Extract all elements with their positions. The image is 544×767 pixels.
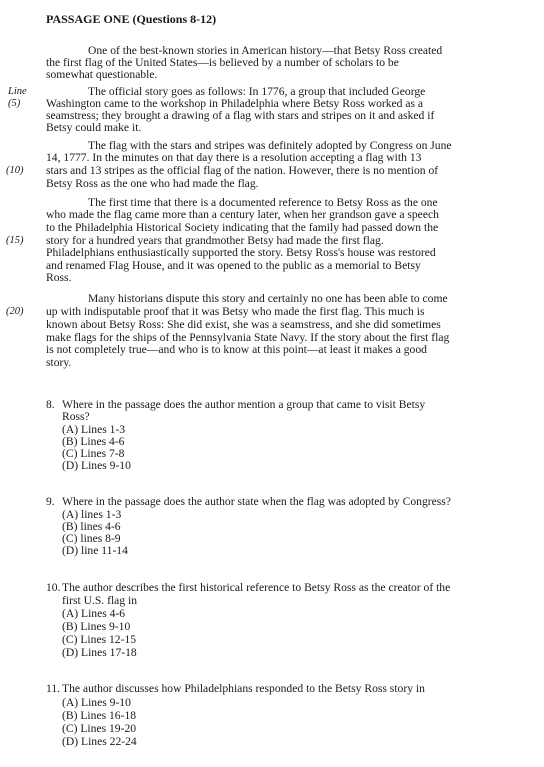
question-text: The author describes the first historical reference to Betsy Ross as the creator of the	[62, 581, 451, 594]
question-text: Ross?	[62, 410, 90, 423]
passage-line: The first time that there is a documented reference to Betsy Ross as the one	[88, 196, 438, 209]
question-stem	[46, 582, 450, 593]
question-stem	[46, 496, 451, 507]
question-number: 11.	[46, 682, 61, 695]
passage-line: Betsy could make it.	[46, 121, 142, 134]
passage-line: seamstress; they brought a drawing of a flag with stars and stripes on it and asked if	[46, 109, 435, 122]
passage-line: known about Betsy Ross: She did exist, she was a seamstress, and she did sometimes	[46, 318, 441, 331]
question-number: 10.	[46, 581, 61, 594]
answer-option: (A) Lines 4-6	[62, 607, 126, 620]
answer-option: (D) Lines 22-24	[62, 735, 137, 748]
passage-line: the first flag of the United States—is believed by a number of scholars to be	[46, 56, 399, 69]
question-text: Where in the passage does the author mention a group that came to visit Betsy	[62, 398, 426, 411]
passage-line: up with indisputable proof that it was Betsy who made the first flag. This much is	[46, 305, 425, 318]
passage-line: Philadelphians enthusiastically supported the story. Betsy Ross's house was restored	[46, 246, 436, 259]
passage-line: make flags for the ships of the Pennsylvania State Navy. If the story about the first flag	[46, 331, 450, 344]
question-number: 9.	[46, 495, 55, 508]
line-marker-5: (5)	[8, 98, 21, 109]
passage-line: to the Philadelphia Historical Society indicating that the family had passed down the	[46, 221, 439, 234]
answer-option: (D) Lines 9-10	[62, 459, 131, 472]
passage-line: who made the flag came more than a century later, when her grandson gave a speech	[46, 208, 439, 221]
passage-title: PASSAGE ONE (Questions 8-12)	[46, 12, 217, 26]
line-marker-10: (10)	[6, 165, 24, 176]
line-marker-15: (15)	[6, 235, 24, 246]
answer-option: (C) Lines 7-8	[62, 447, 125, 460]
question-stem	[46, 399, 425, 410]
answer-option: (B) Lines 9-10	[62, 620, 131, 633]
question-text: Where in the passage does the author state when the flag was adopted by Congress?	[62, 495, 451, 508]
answer-option: (D) line 11-14	[62, 544, 128, 557]
passage-line: story.	[46, 356, 72, 369]
answer-option: (A) lines 1-3	[62, 508, 122, 521]
passage-line: story for a hundred years that grandmother Betsy had made the first flag.	[46, 234, 384, 247]
passage-line: stars and 13 stripes as the official flag of the nation. However, there is no mention of	[46, 164, 439, 177]
passage-line: 14, 1777. In the minutes on that day there is a resolution accepting a flag with 13	[46, 151, 422, 164]
question-text: The author discusses how Philadelphians responded to the Betsy Ross story in	[62, 682, 425, 695]
passage-line: Washington came to the workshop in Philadelphia where Betsy Ross worked as a	[46, 97, 424, 110]
answer-option: (B) Lines 16-18	[62, 709, 137, 722]
answer-option: (B) lines 4-6	[62, 520, 121, 533]
question-stem	[46, 683, 425, 694]
answer-option: (A) Lines 1-3	[62, 423, 126, 436]
passage-line: Many historians dispute this story and certainly no one has been able to come	[88, 292, 448, 305]
passage-line: The flag with the stars and stripes was definitely adopted by Congress on June	[88, 139, 452, 152]
line-label: Line	[8, 86, 27, 97]
line-marker-20: (20)	[6, 306, 24, 317]
passage-line: somewhat questionable.	[46, 68, 158, 81]
answer-option: (C) Lines 12-15	[62, 633, 137, 646]
answer-option: (C) Lines 19-20	[62, 722, 137, 735]
passage-line: is not completely true—and who is to know at this point—at least it makes a good	[46, 343, 427, 356]
question-number: 8.	[46, 398, 55, 411]
passage-line: Ross.	[46, 271, 72, 284]
passage-line: Betsy Ross as the one who had made the flag.	[46, 177, 259, 190]
passage-line: and renamed Flag House, and it was opened to the public as a memorial to Betsy	[46, 259, 421, 272]
passage-line: One of the best-known stories in American history—that Betsy Ross created	[88, 44, 443, 57]
passage-line: The official story goes as follows: In 1776, a group that included George	[88, 85, 426, 98]
answer-option: (C) lines 8-9	[62, 532, 121, 545]
answer-option: (B) Lines 4-6	[62, 435, 125, 448]
answer-option: (D) Lines 17-18	[62, 646, 137, 659]
question-text: first U.S. flag in	[62, 594, 138, 607]
answer-option: (A) Lines 9-10	[62, 696, 131, 709]
